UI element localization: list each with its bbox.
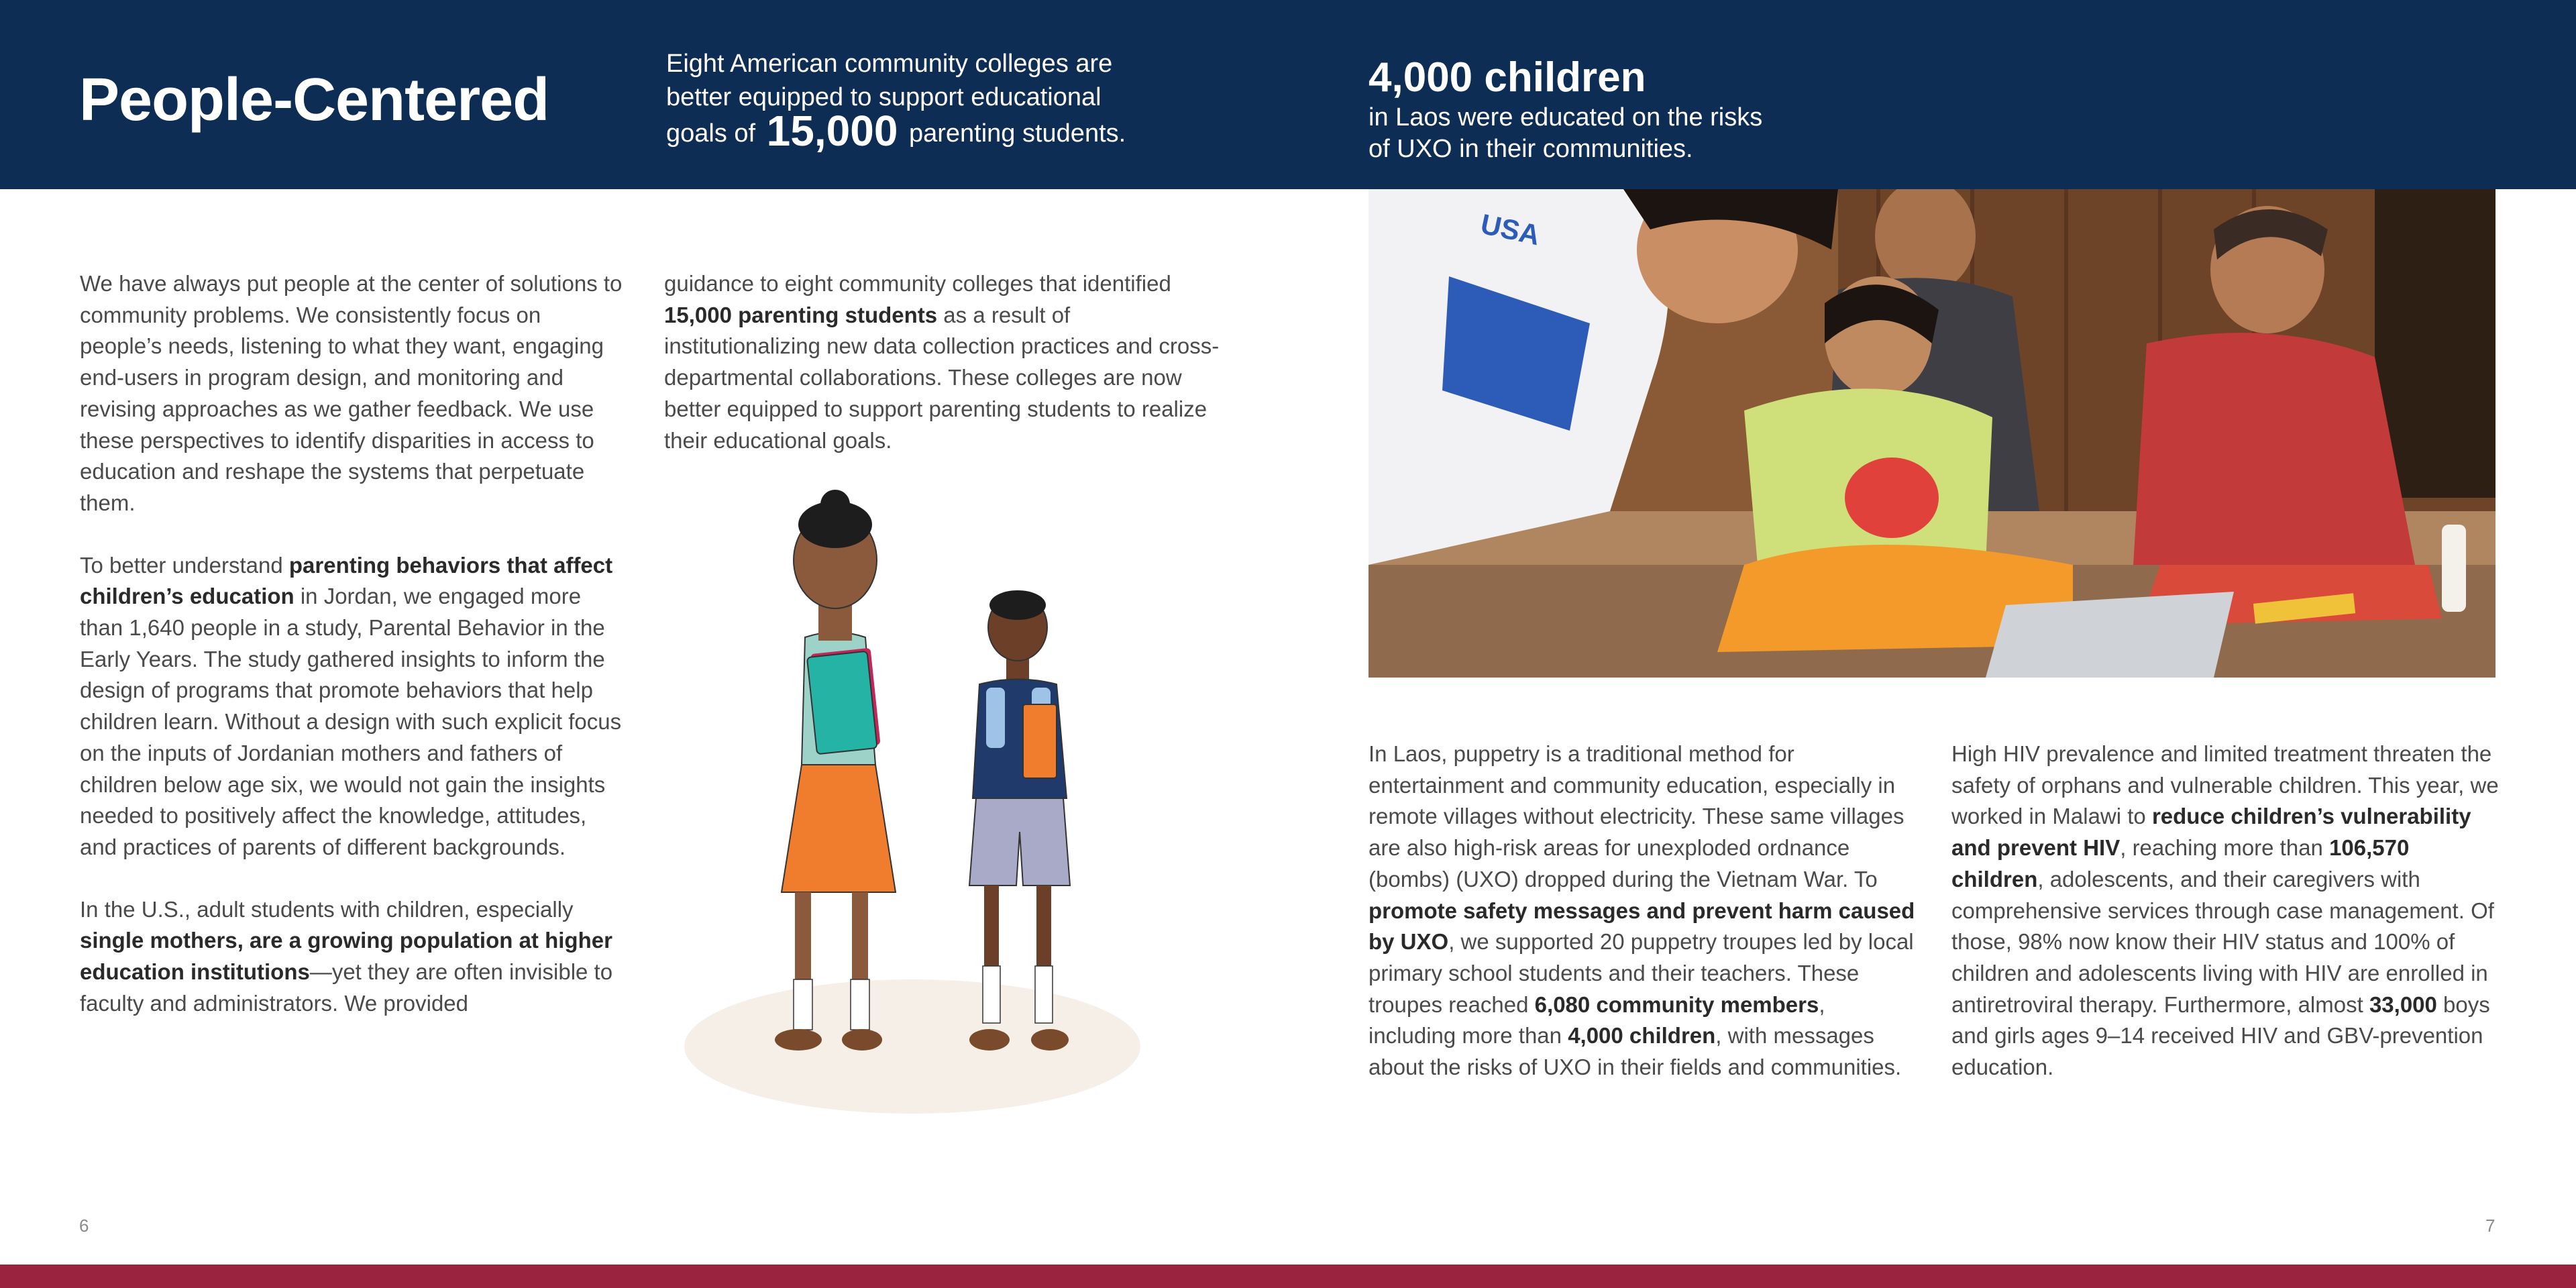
paragraph: We have always put people at the center of solutions to community problems. We consistently focus on people’s needs, listening to what they want, engaging end-users in program design, and monitoring and revising approaches as we gather feedback. We use these perspectives to identify disparities in access to education and reshape the systems that perpetuate them. <box>80 271 623 515</box>
text-run: guidance to eight community colleges that identified <box>664 271 1171 296</box>
stat-line: of UXO in their communities. <box>1368 135 1693 163</box>
paragraph <box>664 268 1221 456</box>
text-run: , we supported 20 puppetry troupes led by local primary school students and their teachers. These troupes reached <box>1368 929 1914 1017</box>
text-run: as a result of institutionalizing new data collection practices and cross-departmental collaborations. These colleges are now better equipped to support parenting students to realize their educational goals. <box>664 302 1220 453</box>
body-column-2 <box>664 268 1221 487</box>
stat-line: better equipped to support educational <box>666 83 1102 111</box>
text-run: , adolescents, and their caregivers with comprehensive services through case management. Of those, 98% now know their HIV status and 100% of children and adolescents living with HIV are enrolled in antiretroviral therapy. Furthermore, almost <box>1951 866 2494 1017</box>
bold-text: 4,000 children <box>1568 1023 1716 1049</box>
stat-callout-heading: 4,000 children <box>1368 54 1646 101</box>
page-title: People-Centered <box>79 66 549 133</box>
bold-text: promote safety messages and prevent harm caused by UXO <box>1368 898 1915 955</box>
text-run: in Jordan, we engaged more than 1,640 people in a study, Parental Behavior in the Early Years. The study gathered insights to inform the design of programs that promote behaviors that help children learn. Without a design with such explicit focus on the inputs of Jordanian mothers and fathers of children below age six, we would not gain the insights needed to positively affect the knowledge, attitudes, and practices of parents of different backgrounds. <box>80 584 622 859</box>
shirt-logo-text: USA <box>1478 207 1543 252</box>
text-run: In the U.S., adult students with children, especially <box>80 896 574 922</box>
paragraph <box>80 550 627 863</box>
body-column-4 <box>1951 739 2502 1114</box>
students-illustration <box>674 483 1157 1120</box>
stat-callout-colleges <box>666 47 1203 155</box>
footer-band <box>0 1265 2576 1288</box>
text-run: —yet they are often invisible to faculty and administrators. We provided <box>80 959 613 1016</box>
text-run: boys and girls ages 9–14 received HIV and GBV-prevention education. <box>1951 991 2490 1080</box>
text-run: High HIV prevalence and limited treatment threaten the safety of orphans and vulnerable children. This year, we worked in Malawi to <box>1951 741 2499 829</box>
stat-pre: goals of <box>666 119 756 148</box>
bold-text: single mothers, are a growing population at higher education institutions <box>80 928 612 985</box>
text-run: , reaching more than <box>2120 835 2330 861</box>
stat-line: in Laos were educated on the risks <box>1368 103 1763 131</box>
bold-text: 33,000 <box>2369 991 2437 1017</box>
text-run: , with messages about the risks of UXO in their fields and communities. <box>1368 1023 1902 1080</box>
page-number-left: 6 <box>79 1216 89 1236</box>
paragraph <box>80 894 627 1020</box>
bold-text: 106,570 children <box>1951 835 2410 892</box>
stat-line: Eight American community colleges are <box>666 50 1113 78</box>
boy-figure <box>969 590 1070 1051</box>
stat-line <box>666 107 1203 155</box>
stat-post: parenting students. <box>908 119 1126 148</box>
bold-text: 15,000 parenting students <box>664 302 938 327</box>
bold-text: parenting behaviors that affect children’s education <box>80 552 613 609</box>
paragraph <box>1368 739 1915 1083</box>
body-column-1 <box>80 268 627 1050</box>
paragraph <box>1951 739 2502 1083</box>
text-run: To better understand <box>80 552 289 578</box>
laos-photo <box>1368 189 2496 678</box>
body-column-3 <box>1368 739 1915 1114</box>
bold-text: 6,080 community members <box>1534 991 1819 1017</box>
stat-callout-laos <box>1368 102 1838 165</box>
girl-figure <box>775 490 896 1051</box>
page-number-right: 7 <box>2485 1216 2496 1236</box>
text-run: , including more than <box>1368 991 1825 1049</box>
bold-text: reduce children’s vulnerability and prevent HIV <box>1951 804 2471 861</box>
stat-number: 15,000 <box>766 107 898 155</box>
text-run: In Laos, puppetry is a traditional method for entertainment and community education, especially in remote villages without electricity. These same villages are also high-risk areas for unexploded ordnance (bombs) (UXO) dropped during the Vietnam War. To <box>1368 741 1904 892</box>
